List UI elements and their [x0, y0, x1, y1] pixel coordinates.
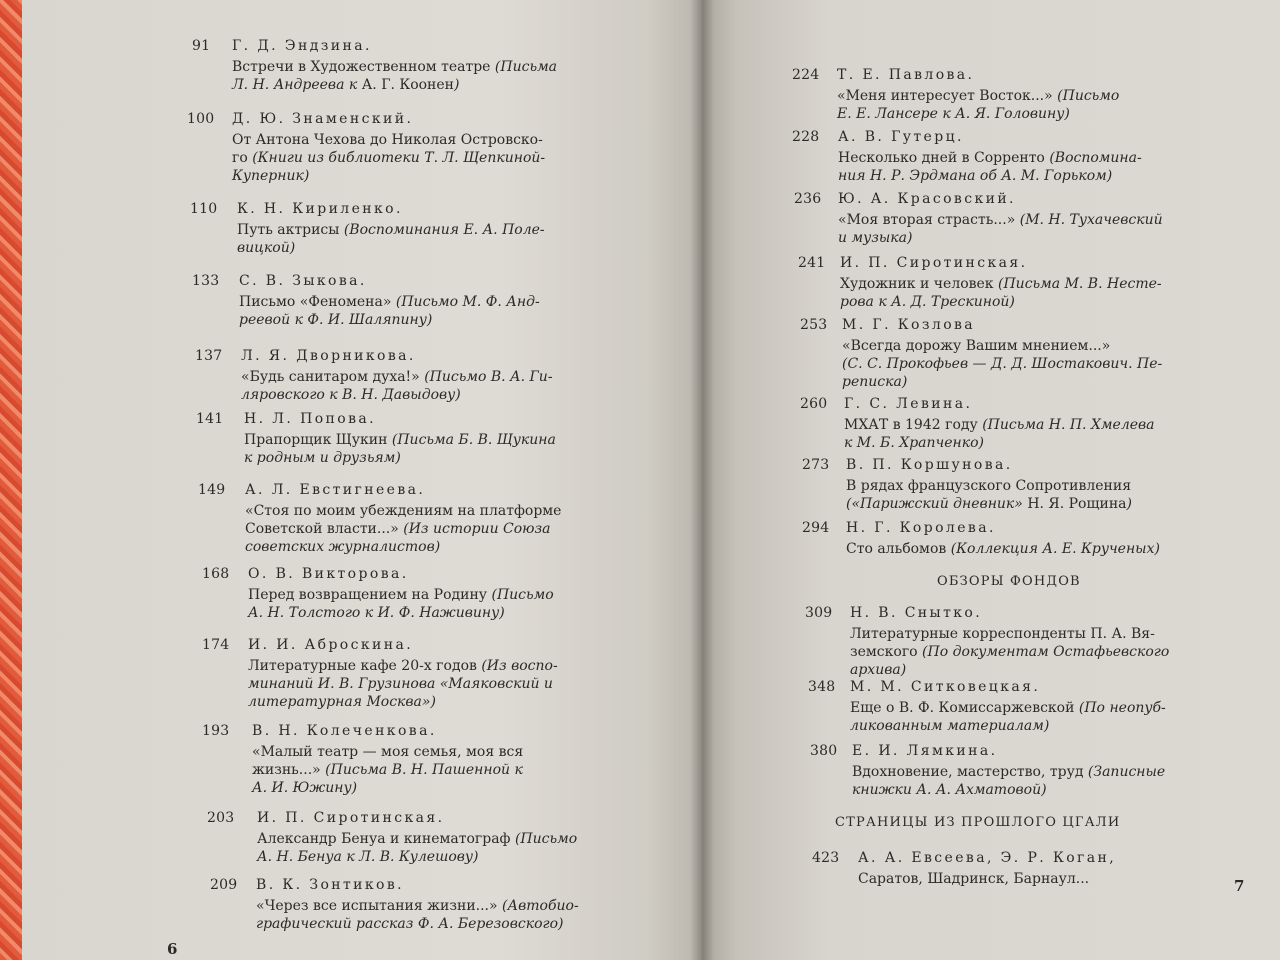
- entry-page-number: 380: [810, 743, 838, 759]
- entry-page-number: 260: [800, 396, 828, 412]
- entry-note-text: ): [1126, 496, 1132, 512]
- entry-author: Ю. А. Красовский.: [838, 191, 1016, 207]
- entry-author: Г. С. Левина.: [844, 396, 973, 412]
- entry-author: Л. Я. Дворникова.: [241, 348, 416, 364]
- entry-page-number: 348: [808, 679, 836, 695]
- entry-note-text: (Письмо: [514, 831, 578, 847]
- entry-title-line: [257, 830, 577, 848]
- entry-title-line: [846, 477, 1131, 495]
- entry-page-number: 209: [210, 877, 238, 893]
- entry-note-text: книжки А. А. Ахматовой): [852, 782, 1047, 798]
- entry-title-text: Письмо «Феномена»: [239, 294, 396, 310]
- entry-title-line: [844, 416, 1155, 434]
- entry-title-line: [244, 449, 401, 467]
- entry-note-text: ляровского к В. Н. Давыдову): [241, 387, 461, 403]
- entry-page-number: 174: [202, 637, 230, 653]
- entry-title-line: [232, 58, 557, 76]
- entry-page-number: 100: [187, 111, 215, 127]
- entry-note-text: графический рассказ Ф. А. Березовского): [256, 916, 564, 932]
- entry-title-line: [838, 229, 912, 247]
- entry-title-text: Сто альбомов: [846, 541, 951, 557]
- entry-note-text: литературная Москва»): [248, 694, 436, 710]
- entry-author: В. К. Зонтиков.: [256, 877, 404, 893]
- entry-note-text: к родным и друзьям): [244, 450, 401, 466]
- right-page: [702, 0, 1280, 960]
- entry-note-text: (Воспомина-: [1049, 150, 1142, 166]
- entry-title-line: [850, 699, 1166, 717]
- entry-note-text: (Автобио-: [502, 898, 579, 914]
- entry-note-text: (Воспоминания Е. А. Поле-: [343, 222, 545, 238]
- entry-author: М. Г. Козлова: [842, 317, 976, 333]
- entry-page-number: 228: [792, 129, 820, 145]
- entry-note-text: рова к А. Д. Трескиной): [840, 294, 1015, 310]
- entry-author: А. В. Гутерц.: [838, 129, 964, 145]
- entry-page-number: 203: [207, 810, 235, 826]
- entry-title-line: [252, 779, 357, 797]
- entry-title-line: [237, 221, 545, 239]
- book-gutter: [690, 0, 714, 960]
- entry-note-text: ликованным материалам): [850, 718, 1050, 734]
- entry-title-line: [239, 311, 432, 329]
- entry-title-line: [838, 149, 1142, 167]
- entry-title-text: жизнь...»: [252, 762, 326, 778]
- entry-title-line: [248, 586, 554, 604]
- entry-title-text: В рядах французского Сопротивления: [846, 478, 1132, 494]
- entry-note-text: А. Н. Бенуа к Л. В. Кулешову): [257, 849, 479, 865]
- entry-author: Н. Л. Попова.: [244, 411, 376, 427]
- entry-note-text: (Коллекция А. Е. Крученых): [950, 541, 1160, 557]
- entry-title-line: [248, 657, 558, 675]
- entry-title-line: [237, 239, 295, 257]
- entry-title-line: [838, 167, 1112, 185]
- entry-page-number: 168: [202, 566, 230, 582]
- entry-note-text: (Письмо: [491, 587, 554, 603]
- entry-note-text: Куперник): [232, 168, 310, 184]
- entry-title-line: [850, 625, 1155, 643]
- entry-note-text: ): [454, 77, 460, 93]
- entry-title-text: Несколько дней в Сорренто: [838, 150, 1050, 166]
- entry-author: И. П. Сиротинская.: [840, 255, 1028, 271]
- entry-title-line: [844, 434, 984, 452]
- entry-page-number: 137: [195, 348, 223, 364]
- entry-note-text: (Письмо В. А. Ги-: [424, 369, 553, 385]
- entry-title-line: [248, 604, 505, 622]
- entry-note-text: Л. Н. Андреева к: [232, 77, 362, 93]
- entry-title-text: «Стоя по моим убеждениям на платформе: [245, 503, 562, 519]
- entry-note-text: реевой к Ф. И. Шаляпину): [239, 312, 433, 328]
- entry-title-line: [840, 275, 1162, 293]
- entry-note-text: Е. Е. Лансере к А. Я. Головину): [837, 106, 1070, 122]
- entry-author: Е. И. Лямкина.: [852, 743, 998, 759]
- entry-title-text: «Малый театр — моя семья, моя вся: [252, 744, 524, 760]
- entry-author: О. В. Викторова.: [248, 566, 409, 582]
- entry-author: Г. Д. Эндзина.: [232, 38, 372, 54]
- entry-title-text: «Будь санитаром духа!»: [241, 369, 425, 385]
- entry-title-text: Саратов, Шадринск, Барнаул...: [858, 871, 1090, 887]
- entry-title-line: [241, 368, 553, 386]
- entry-title-line: [837, 87, 1119, 105]
- entry-title-line: [852, 781, 1047, 799]
- entry-title-line: [256, 897, 579, 915]
- entry-title-line: [852, 763, 1165, 781]
- entry-note-text: (Записные: [1087, 764, 1166, 780]
- entry-note-text: (Письма Б. В. Щукина: [391, 432, 556, 448]
- entry-title-text: земского: [850, 644, 923, 660]
- entry-title-line: [846, 495, 1132, 513]
- entry-title-line: [232, 149, 545, 167]
- entry-note-text: (По неопуб-: [1078, 700, 1166, 716]
- entry-title-text: «Моя вторая страсть...»: [838, 212, 1020, 228]
- entry-title-line: [252, 761, 523, 779]
- entry-title-line: [842, 373, 907, 391]
- entry-title-text: Перед возвращением на Родину: [248, 587, 492, 603]
- entry-author: И. И. Аброскина.: [248, 637, 414, 653]
- entry-note-text: (Книги из библиотеки Т. Л. Щепкиной-: [252, 150, 546, 166]
- entry-note-text: ния Н. Р. Эрдмана об А. М. Горьком): [838, 168, 1113, 184]
- entry-page-number: 294: [802, 520, 830, 536]
- entry-title-line: [245, 538, 440, 556]
- entry-title-line: [232, 76, 459, 94]
- entry-title-text: Еще о В. Ф. Комиссаржевской: [850, 700, 1079, 716]
- entry-note-text: (Из воспо-: [481, 658, 558, 674]
- entry-title-text: «Через все испытания жизни...»: [256, 898, 503, 914]
- entry-note-text: (Письма М. В. Несте-: [998, 276, 1162, 292]
- entry-page-number: 309: [805, 605, 833, 621]
- entry-note-text: архива): [850, 662, 907, 678]
- entry-title-text: Путь актрисы: [237, 222, 344, 238]
- entry-title-line: [232, 131, 543, 149]
- entry-title-line: [241, 386, 461, 404]
- entry-title-line: [248, 693, 436, 711]
- entry-note-text: (М. Н. Тухачевский: [1019, 212, 1163, 228]
- entry-note-text: (С. С. Прокофьев — Д. Д. Шостакович. Пе-: [842, 356, 1163, 372]
- entry-note-text: (Письма В. Н. Пашенной к: [325, 762, 523, 778]
- entry-page-number: 253: [800, 317, 828, 333]
- entry-author: С. В. Зыкова.: [239, 273, 367, 289]
- section-heading-fonds: ОБЗОРЫ ФОНДОВ: [937, 574, 1081, 589]
- entry-title-line: [239, 293, 540, 311]
- entry-title-line: [245, 520, 550, 538]
- entry-author: Н. В. Снытко.: [850, 605, 983, 621]
- entry-note-text: (Письмо: [1057, 88, 1120, 104]
- entry-page-number: 241: [798, 255, 826, 271]
- entry-title-text: Александр Бенуа и кинематограф: [257, 831, 515, 847]
- entry-note-text: и музыка): [838, 230, 913, 246]
- entry-note-text: («Парижский дневник»: [846, 496, 1028, 512]
- entry-title-text: «Меня интересует Восток...»: [837, 88, 1058, 104]
- entry-author: Д. Ю. Знаменский.: [232, 111, 414, 127]
- entry-note-text: А. И. Южину): [252, 780, 358, 796]
- entry-note-text: (Письмо М. Ф. Анд-: [395, 294, 540, 310]
- entry-author: В. П. Коршунова.: [846, 457, 1013, 473]
- entry-title-text: Н. Я. Рощина: [1027, 496, 1127, 512]
- entry-note-text: (Письма Н. П. Хмелева: [982, 417, 1155, 433]
- entry-title-text: «Всегда дорожу Вашим мнением...»: [842, 338, 1111, 354]
- entry-title-text: го: [232, 150, 253, 166]
- entry-author: В. Н. Колеченкова.: [252, 723, 437, 739]
- entry-author: К. Н. Кириленко.: [237, 201, 403, 217]
- entry-title-line: [842, 355, 1162, 373]
- entry-title-text: МХАТ в 1942 году: [844, 417, 983, 433]
- entry-title-text: От Антона Чехова до Николая Островско-: [232, 132, 543, 148]
- book-cover-edge: [0, 0, 22, 960]
- entry-note-text: (Из истории Союза: [403, 521, 551, 537]
- section-heading-past: СТРАНИЦЫ ИЗ ПРОШЛОГО ЦГАЛИ: [835, 815, 1121, 830]
- entry-author: А. А. Евсеева, Э. Р. Коган,: [858, 850, 1117, 866]
- entry-note-text: (По документам Остафьевского: [922, 644, 1170, 660]
- entry-page-number: 141: [196, 411, 224, 427]
- entry-title-line: [252, 743, 523, 761]
- page-number-left: 6: [167, 940, 178, 958]
- entry-author: М. М. Ситковецкая.: [850, 679, 1041, 695]
- entry-title-text: Советской власти...»: [245, 521, 404, 537]
- entry-note-text: (Письма: [494, 59, 558, 75]
- entry-title-line: [850, 661, 906, 679]
- entry-note-text: минаний И. В. Грузинова «Маяковский и: [248, 676, 553, 692]
- entry-note-text: советских журналистов): [245, 539, 441, 555]
- entry-page-number: 236: [794, 191, 822, 207]
- entry-title-line: [837, 105, 1070, 123]
- entry-page-number: 423: [812, 850, 840, 866]
- entry-title-line: [256, 915, 563, 933]
- entry-page-number: 224: [792, 67, 820, 83]
- entry-author: А. Л. Евстигнеева.: [245, 482, 426, 498]
- entry-page-number: 133: [192, 273, 220, 289]
- entry-title-text: Литературные корреспонденты П. А. Вя-: [850, 626, 1155, 642]
- entry-title-line: [850, 717, 1049, 735]
- entry-page-number: 193: [202, 723, 230, 739]
- entry-page-number: 110: [190, 201, 218, 217]
- entry-title-text: Художник и человек: [840, 276, 999, 292]
- entry-title-line: [838, 211, 1163, 229]
- page-number-right: 7: [1234, 877, 1245, 895]
- entry-note-text: реписка): [842, 374, 908, 390]
- entry-title-line: [248, 675, 553, 693]
- entry-title-line: [232, 167, 309, 185]
- entry-title-line: [842, 337, 1110, 355]
- entry-note-text: к М. Б. Храпченко): [844, 435, 984, 451]
- entry-note-text: А. Н. Толстого к И. Ф. Наживину): [248, 605, 505, 621]
- entry-author: Т. Е. Павлова.: [837, 67, 975, 83]
- entry-author: И. П. Сиротинская.: [257, 810, 445, 826]
- left-page: [22, 0, 702, 960]
- entry-title-line: [850, 643, 1169, 661]
- entry-title-text: А. Г. Коонен: [361, 77, 454, 93]
- entry-page-number: 273: [802, 457, 830, 473]
- entry-note-text: вицкой): [237, 240, 296, 256]
- entry-title-line: [257, 848, 478, 866]
- entry-title-text: Прапорщик Щукин: [244, 432, 392, 448]
- entry-title-line: [846, 540, 1160, 558]
- entry-page-number: 91: [192, 38, 211, 54]
- entry-page-number: 149: [198, 482, 226, 498]
- entry-title-text: Встречи в Художественном театре: [232, 59, 495, 75]
- entry-title-line: [245, 502, 561, 520]
- entry-title-line: [858, 870, 1089, 888]
- entry-author: Н. Г. Королева.: [846, 520, 996, 536]
- entry-title-line: [840, 293, 1015, 311]
- entry-title-line: [244, 431, 556, 449]
- entry-title-text: Литературные кафе 20-х годов: [248, 658, 482, 674]
- entry-title-text: Вдохновение, мастерство, труд: [852, 764, 1088, 780]
